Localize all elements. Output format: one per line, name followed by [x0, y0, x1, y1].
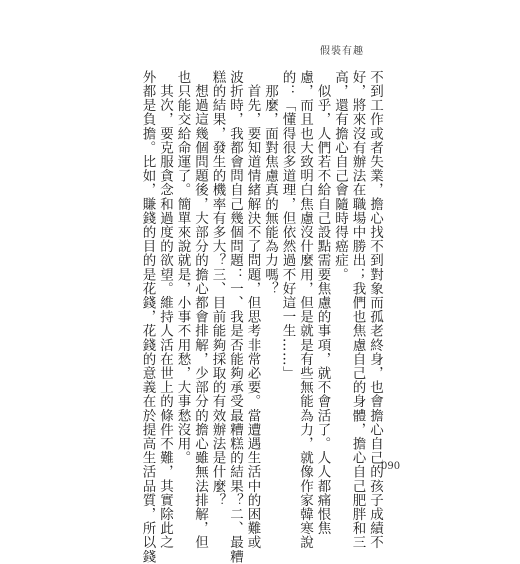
- text-line: 首先，要知道情緒解決不了問題，但思考非常必要。當遭遇生活中的困難或: [244, 70, 261, 550]
- text-line: 的：「懂得很多道理，但依然過不好這一生……」: [279, 70, 296, 381]
- text-line: 慮，而且也大致明白焦慮沒什麼用，但是就是有些無能為力，就像作家韓寒說: [297, 70, 313, 550]
- text-line: 不到工作或者失業，擔心找不到對象而孤老終身，也會擔心自己的孩子成績不: [367, 70, 383, 550]
- text-line: 糕的結果，發生的機率有多大？三、目前能夠採取的有效辦法是什麼？: [209, 70, 226, 508]
- text-line: 想過這幾個問題後，大部分的擔心都會排解，少部分的擔心雖無法排解，但: [192, 70, 208, 550]
- text-line: 也只能交給命運了。簡單來說就是，小事不用愁，大事愁沒用。: [174, 70, 191, 465]
- text-line: 似乎，人們若不給自己設點需要焦慮的事項，就不會活了。人人都痛恨焦: [314, 70, 331, 536]
- running-head: 假裝有趣: [320, 46, 364, 57]
- text-line: 外都是負擔。比如，賺錢的目的是花錢，花錢的意義在於提高生活品質，所以錢: [139, 70, 156, 564]
- page-number: 090: [381, 461, 401, 472]
- text-line: 那麼，面對焦慮真的無能為力嗎？: [262, 70, 278, 296]
- text-line: 高，還有擔心自己會隨時得癌症。: [332, 70, 348, 282]
- text-line: 其次，要克服貪念和過度的欲望。維持人活在世上的條件不難，其實除此之: [157, 70, 173, 550]
- text-line: 好，將來沒有辦法在職場中勝出；我們也焦慮自己的身體，擔心自己肥胖和三: [349, 70, 366, 550]
- body-text: [138, 70, 383, 564]
- text-line: 波折時，我都會問自己幾個問題：一、我是否能夠承受最糟糕的結果？二、最糟: [227, 70, 243, 564]
